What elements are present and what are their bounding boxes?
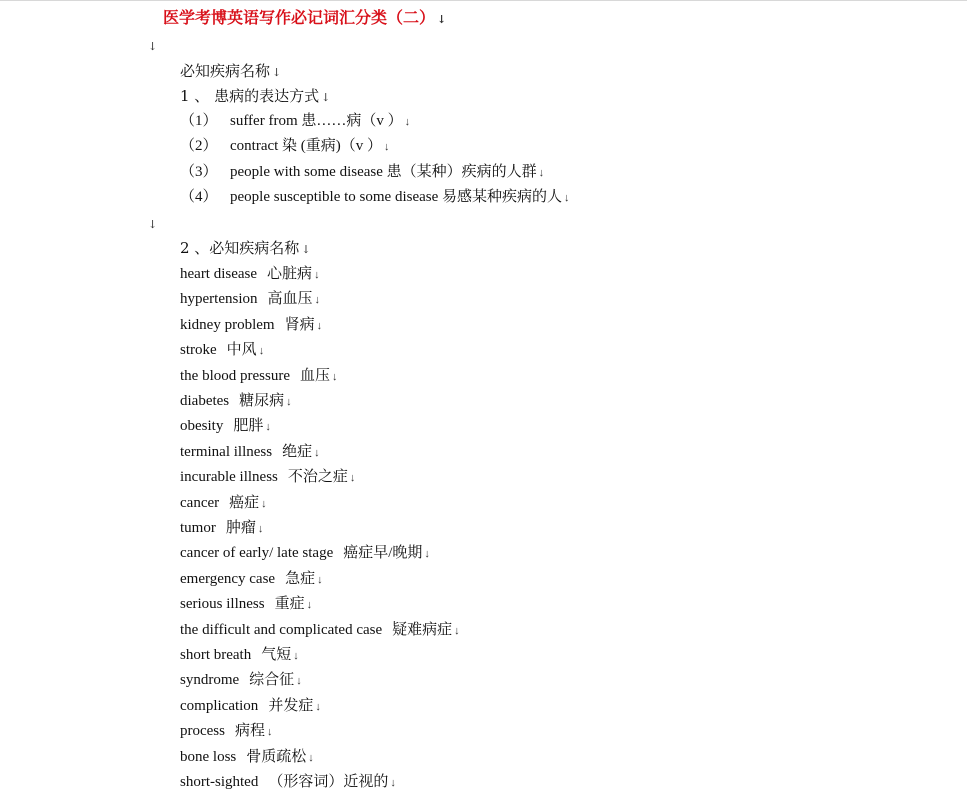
vocab-term bbox=[180, 264, 320, 285]
term-chinese: 癌症 bbox=[229, 495, 260, 511]
paragraph-mark: ↓ bbox=[454, 625, 460, 637]
term-chinese: 不治之症 bbox=[287, 469, 348, 485]
item-number: （2） bbox=[180, 138, 218, 154]
paragraph-mark: ↓ bbox=[293, 650, 299, 662]
vocab-term bbox=[180, 289, 320, 310]
term-chinese: 心脏病 bbox=[267, 266, 313, 282]
term-english: diabetes bbox=[180, 393, 230, 409]
item-number: （1） bbox=[180, 113, 218, 129]
paragraph-mark: ↓ bbox=[301, 243, 311, 256]
paragraph-mark: ↓ bbox=[267, 726, 273, 738]
term-chinese: 中风 bbox=[226, 342, 257, 358]
term-english: obesity bbox=[180, 418, 224, 434]
term-chinese: 综合征 bbox=[249, 672, 295, 688]
paragraph-mark: ↓ bbox=[332, 371, 338, 383]
term-english: complication bbox=[180, 698, 259, 714]
vocab-term bbox=[180, 493, 267, 514]
item-text: suffer from 患……病（v ） bbox=[230, 113, 403, 129]
term-chinese: 糖尿病 bbox=[239, 393, 285, 409]
vocab-term bbox=[180, 696, 321, 717]
paragraph-mark: ↓ bbox=[286, 396, 292, 408]
paragraph-mark: ↓ bbox=[564, 192, 570, 204]
vocab-term bbox=[180, 442, 320, 463]
term-english: cancer bbox=[180, 495, 220, 511]
term-english: process bbox=[180, 723, 225, 739]
empty-paragraph-mark: ↓ bbox=[148, 218, 158, 231]
term-english: emergency case bbox=[180, 571, 276, 587]
section2-heading: 2 、必知疾病名称 ↓ bbox=[180, 239, 311, 257]
vocab-term bbox=[180, 543, 430, 564]
vocab-term bbox=[180, 620, 460, 641]
paragraph-mark: ↓ bbox=[272, 66, 282, 79]
term-chinese: （形容词）近视的 bbox=[268, 774, 389, 790]
term-english: serious illness bbox=[180, 596, 265, 612]
paragraph-mark: ↓ bbox=[424, 548, 430, 560]
item-text: people susceptible to some disease 易感某种疾病的人 bbox=[230, 189, 563, 205]
page-top-edge bbox=[0, 0, 967, 1]
term-chinese: 绝症 bbox=[282, 444, 313, 460]
term-english: tumor bbox=[180, 520, 216, 536]
item-number: （3） bbox=[180, 164, 218, 180]
term-chinese: 高血压 bbox=[267, 291, 313, 307]
item-text: contract 染 (重病)（v ） bbox=[230, 138, 383, 154]
term-chinese: 急症 bbox=[285, 571, 316, 587]
paragraph-mark: ↓ bbox=[384, 141, 390, 153]
paragraph-mark: ↓ bbox=[265, 421, 271, 433]
term-english: short-sighted bbox=[180, 774, 259, 790]
paragraph-mark: ↓ bbox=[321, 91, 331, 104]
term-english: terminal illness bbox=[180, 444, 273, 460]
term-english: syndrome bbox=[180, 672, 240, 688]
term-english: stroke bbox=[180, 342, 217, 358]
term-english: the difficult and complicated case bbox=[180, 622, 383, 638]
numbered-item bbox=[180, 136, 390, 157]
paragraph-mark: ↓ bbox=[317, 574, 323, 586]
term-english: the blood pressure bbox=[180, 368, 290, 384]
paragraph-mark: ↓ bbox=[315, 701, 321, 713]
vocab-term bbox=[180, 645, 299, 666]
section1-heading: 必知疾病名称 ↓ bbox=[180, 62, 282, 80]
numbered-item bbox=[180, 162, 544, 183]
empty-paragraph-mark: ↓ bbox=[148, 40, 158, 53]
term-chinese: 肥胖 bbox=[233, 418, 264, 434]
vocab-term bbox=[180, 747, 314, 768]
term-chinese: 癌症早/晚期 bbox=[343, 545, 423, 561]
vocab-term bbox=[180, 670, 302, 691]
item-number: （4） bbox=[180, 189, 218, 205]
paragraph-mark: ↓ bbox=[261, 498, 267, 510]
paragraph-mark: ↓ bbox=[306, 599, 313, 611]
vocab-term bbox=[180, 391, 292, 412]
term-english: cancer of early/ late stage bbox=[180, 545, 334, 561]
paragraph-mark: ↓ bbox=[349, 472, 356, 484]
title-text: 医学考博英语写作必记词汇分类（二） bbox=[163, 8, 436, 27]
paragraph-mark: ↓ bbox=[296, 675, 302, 687]
vocab-term bbox=[180, 315, 322, 336]
paragraph-mark: ↓ bbox=[314, 447, 320, 459]
numbered-item bbox=[180, 187, 570, 208]
vocab-term bbox=[180, 569, 323, 590]
term-chinese: 气短 bbox=[261, 647, 292, 663]
item-text: people with some disease 患（某种）疾病的人群 bbox=[230, 164, 537, 180]
term-chinese: 重症 bbox=[274, 596, 305, 612]
numbered-item bbox=[180, 111, 410, 132]
term-english: kidney problem bbox=[180, 317, 275, 333]
paragraph-mark: ↓ bbox=[308, 752, 314, 764]
paragraph-mark: ↓ bbox=[258, 345, 265, 357]
term-chinese: 肾病 bbox=[284, 317, 315, 333]
vocab-term bbox=[180, 467, 355, 488]
term-chinese: 肿瘤 bbox=[225, 520, 256, 536]
vocab-term bbox=[180, 772, 396, 793]
vocab-term bbox=[180, 340, 264, 361]
term-chinese: 疑难病症 bbox=[392, 622, 453, 638]
vocab-term bbox=[180, 721, 273, 742]
term-english: hypertension bbox=[180, 291, 258, 307]
term-chinese: 并发症 bbox=[268, 698, 314, 714]
paragraph-mark: ↓ bbox=[404, 116, 411, 128]
section1-subheading: 1 、 患病的表达方式 ↓ bbox=[180, 87, 331, 105]
paragraph-mark: ↓ bbox=[314, 294, 320, 306]
paragraph-mark: ↓ bbox=[314, 269, 320, 281]
vocab-term bbox=[180, 518, 263, 539]
term-english: heart disease bbox=[180, 266, 258, 282]
term-chinese: 血压 bbox=[299, 368, 330, 384]
term-english: short breath bbox=[180, 647, 252, 663]
paragraph-mark: ↓ bbox=[257, 523, 264, 535]
term-english: incurable illness bbox=[180, 469, 278, 485]
term-chinese: 病程 bbox=[235, 723, 266, 739]
paragraph-mark: ↓ bbox=[316, 320, 323, 332]
term-english: bone loss bbox=[180, 749, 237, 765]
vocab-term bbox=[180, 416, 271, 437]
paragraph-mark: ↓ bbox=[437, 13, 447, 26]
term-chinese: 骨质疏松 bbox=[246, 749, 307, 765]
vocab-term bbox=[180, 366, 338, 387]
vocab-term bbox=[180, 594, 312, 615]
document-title bbox=[163, 7, 446, 31]
paragraph-mark: ↓ bbox=[390, 777, 396, 789]
paragraph-mark: ↓ bbox=[538, 167, 545, 179]
